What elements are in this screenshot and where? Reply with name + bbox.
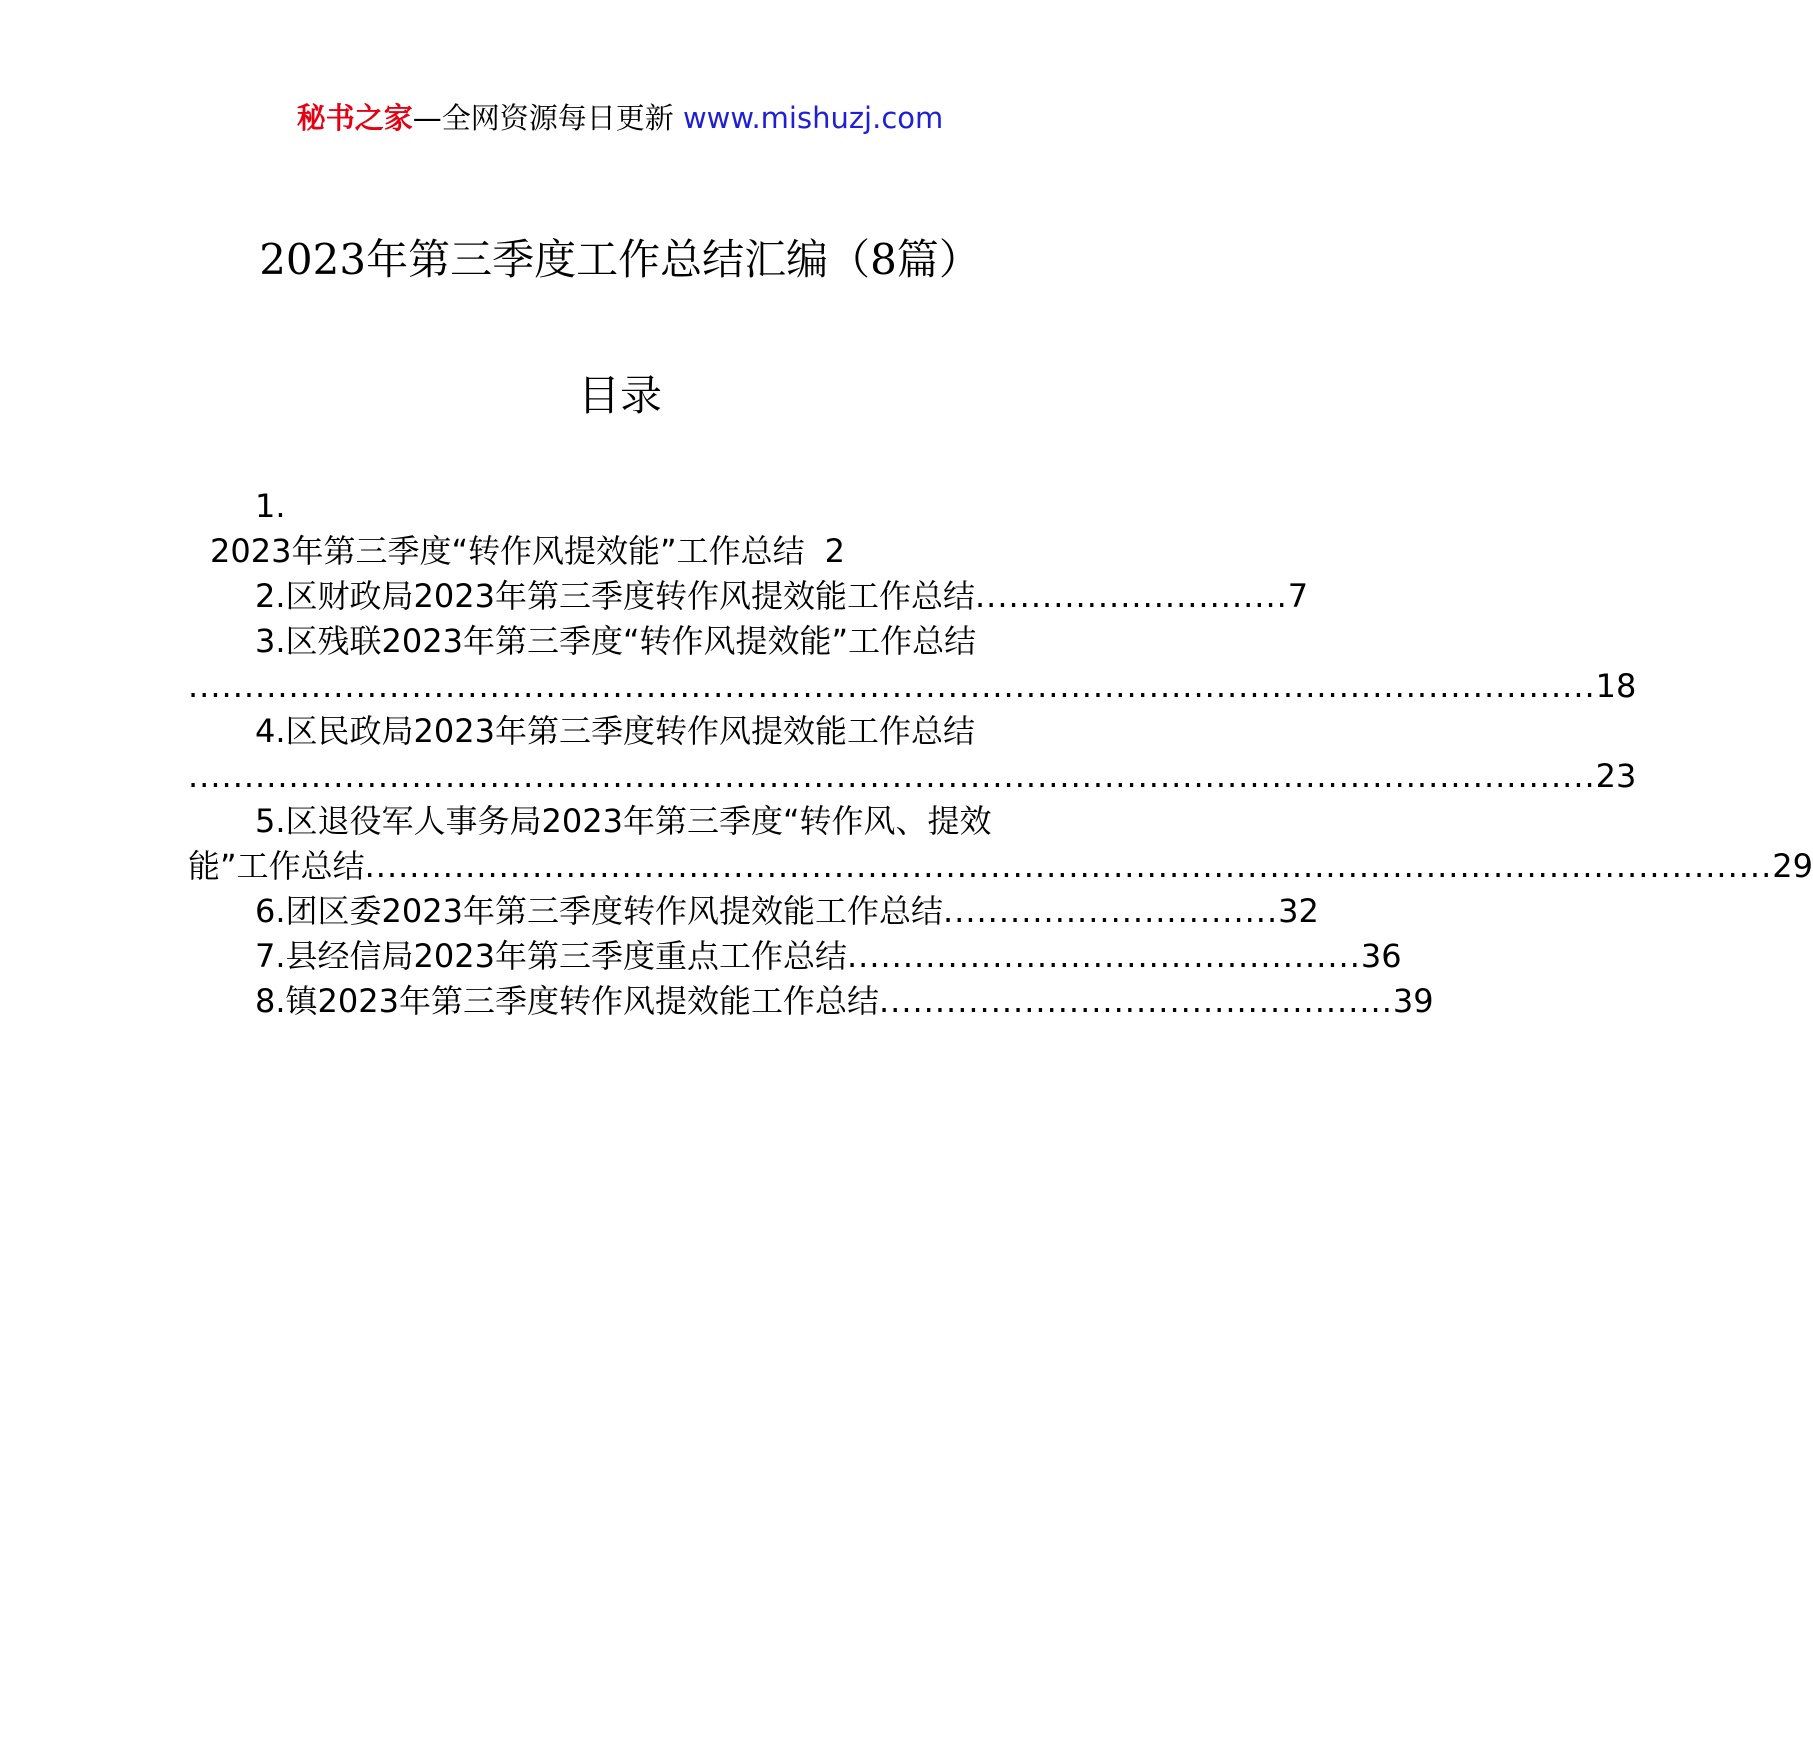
toc-leader-dots: ............................: [974, 577, 1288, 615]
toc-item-number: 8.: [255, 982, 286, 1020]
site-tagline: —全网资源每日更新: [412, 101, 674, 135]
toc-item-number: 6.: [255, 892, 286, 930]
site-header: [0, 98, 1240, 138]
toc-item-5[interactable]: [188, 799, 1052, 844]
toc-item-page: 23: [1595, 757, 1637, 795]
toc-item-2[interactable]: [188, 574, 1309, 619]
toc-item-4[interactable]: [188, 709, 1052, 754]
toc-item-title: 区残联2023年第三季度“转作风提效能”工作总结: [285, 622, 977, 660]
toc-item-title: 团区委2023年第三季度转作风提效能工作总结: [285, 892, 943, 930]
toc-heading: 目录: [577, 371, 662, 420]
toc-item-6[interactable]: [188, 889, 1319, 934]
toc-leader-dots: ..............................................................................................................................: [364, 847, 1773, 885]
toc-item-number: 2.: [255, 577, 286, 615]
toc-item-5-page-line[interactable]: [188, 844, 1813, 889]
toc-item-title: 区退役军人事务局2023年第三季度“转作风、提效: [285, 802, 992, 840]
toc-item-3-page-line[interactable]: [188, 664, 1637, 709]
toc-item-1[interactable]: [188, 529, 1052, 574]
toc-item-title-continued: 能”工作总结: [188, 847, 365, 885]
site-brand: 秘书之家: [296, 101, 413, 135]
toc-item-page: 36: [1360, 937, 1402, 975]
toc-item-number: 5.: [255, 802, 286, 840]
toc-item-number: 3.: [255, 622, 286, 660]
toc-item-number: 7.: [255, 937, 286, 975]
toc-item-page: 29: [1772, 847, 1813, 885]
toc-item-7[interactable]: [188, 934, 1402, 979]
toc-item-title: 区财政局2023年第三季度转作风提效能工作总结: [285, 577, 975, 615]
toc-leader-dots: ..............................................: [846, 937, 1361, 975]
toc-leader-dots: ..............................: [942, 892, 1279, 930]
toc-item-page: 39: [1392, 982, 1434, 1020]
toc-item-3[interactable]: [188, 619, 1052, 664]
table-of-contents: [188, 484, 1813, 1024]
site-url-link[interactable]: www.mishuzj.com: [682, 101, 944, 135]
toc-item-page: 7: [1287, 577, 1309, 615]
toc-item-title: 区民政局2023年第三季度转作风提效能工作总结: [285, 712, 975, 750]
toc-item-number: 4.: [255, 712, 286, 750]
document-title: 2023年第三季度工作总结汇编（8篇）: [259, 235, 981, 284]
toc-item-8[interactable]: [188, 979, 1434, 1024]
toc-item-title: 2023年第三季度“转作风提效能”工作总结: [210, 532, 805, 570]
toc-item-page: 18: [1595, 667, 1637, 705]
toc-leader-dots: ..............................................: [878, 982, 1393, 1020]
toc-leader-dots: ..............................................................................................................................: [188, 757, 1596, 795]
toc-item-title: 镇2023年第三季度转作风提效能工作总结: [285, 982, 879, 1020]
toc-item-page: 2: [824, 532, 845, 570]
toc-item-number: 1.: [255, 487, 286, 525]
toc-item-1-number-line[interactable]: [188, 484, 1052, 529]
toc-leader-dots: ..............................................................................................................................: [188, 667, 1596, 705]
toc-item-title: 县经信局2023年第三季度重点工作总结: [285, 937, 847, 975]
toc-item-page: 32: [1278, 892, 1319, 930]
toc-item-4-page-line[interactable]: [188, 754, 1637, 799]
